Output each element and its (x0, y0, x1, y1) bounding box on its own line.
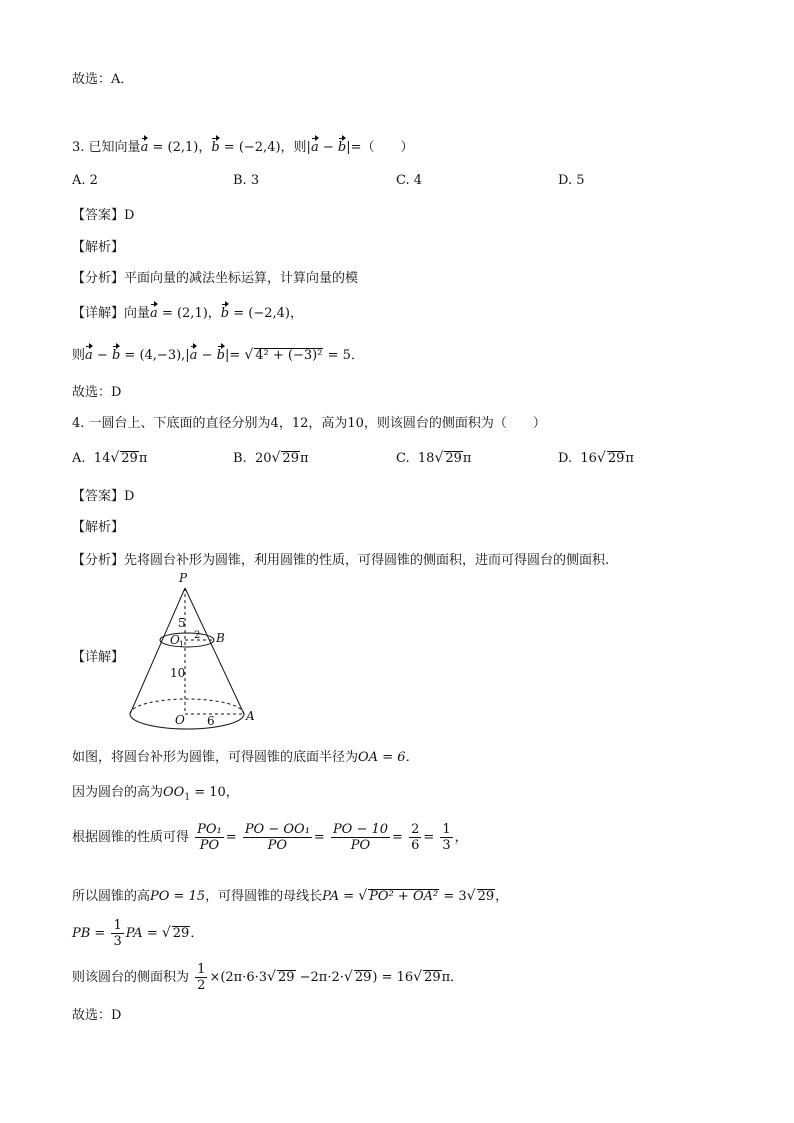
answer-tag: 【答案】 (72, 208, 125, 223)
q3-detail: 【详解】向量a = (2,1)，b = (−2,4)， (72, 306, 304, 321)
q3-option-c: C. 4 (396, 173, 423, 188)
q4-step-2: 因为圆台的高为$OO_1 = 10$， (72, 785, 239, 803)
q4-option-c: C. 18√ 29π (396, 450, 472, 466)
cone-base-back (130, 699, 244, 714)
label-10: 10 (170, 666, 186, 680)
q4-analysis-tag: 【解析】 (72, 520, 125, 535)
cone-figure (120, 570, 270, 730)
q4-detail-tag: 【详解】 (72, 650, 125, 665)
label-O1: O (170, 633, 180, 647)
label-B: B (216, 631, 225, 645)
q3-stem-text-c: |=（ ） (346, 140, 414, 155)
q3-analysis-tag: 【解析】 (72, 240, 125, 255)
q3-conclusion: 故选：D (72, 385, 122, 400)
label-2: 2 (194, 630, 201, 641)
q4-option-d: D. 16√ 29π (558, 450, 634, 466)
q3-option-d: D. 5 (558, 173, 585, 188)
q3-option-a: A. 2 (72, 173, 98, 188)
answer-value: D (124, 208, 135, 223)
q3-calc: 则a − b = (4,−3),|a − b|= √ 4² + (−3)² = 5． (72, 347, 364, 363)
vector-b: b (337, 140, 347, 155)
q4-fenxi: 【分析】先将圆台补形为圆锥，利用圆锥的性质，可得圆锥的侧面积，进而可得圆台的侧面积. (72, 553, 610, 568)
cone-right-generatrix (185, 588, 244, 714)
q3-answer (72, 204, 134, 223)
label-5: 5 (178, 616, 186, 630)
q4-step-5: PB = $\frac{1}{3}$ PA = √ 29． (72, 918, 204, 949)
vector-b: b (211, 140, 220, 155)
cone-left-generatrix (130, 588, 185, 714)
vector-a: a (310, 140, 319, 155)
label-A: A (246, 709, 255, 723)
q3-option-b: B. 3 (233, 173, 260, 188)
label-O: O (175, 713, 185, 727)
q4-conclusion: 故选：D (72, 1008, 122, 1023)
label-6: 6 (207, 714, 215, 728)
q4-option-b: B. 20√ 29π (233, 450, 309, 466)
cone-base-front (130, 714, 244, 729)
q4-answer: 【答案】D (72, 489, 135, 504)
q3-vec-b-value: = (−2,4) (223, 140, 281, 155)
label-P: P (179, 571, 188, 585)
vector-a: a (140, 140, 149, 155)
q3-number: 3. (72, 140, 85, 155)
q4-step-6: 则该圆台的侧面积为 $\frac{1}{2}$ ×(2π·6·3√ 29 −2π·2·√ 29) = 16√ 29π． (72, 962, 464, 993)
q4-number: 4. (72, 416, 85, 431)
q4-stem: 4. 一圆台上、下底面的直径分别为4，12，高为10，则该圆台的侧面积为（ ） (72, 416, 546, 431)
q4-option-a: A. 14√ 29π (72, 450, 148, 466)
prev-conclusion: 故选：A． (72, 72, 134, 87)
q4-step-3: 根据圆锥的性质可得 $\frac{\text{PO₁}}{PO}$ = $\frac{\text{PO − OO₁}}{PO}$ = $\frac{PO - 10}{PO}$ = $\frac{2}{6}$ = $\frac{1}{3}$ ， (72, 822, 468, 853)
q3-stem: 3. 已知向量a = (2,1)，b = (−2,4)，则|a − b|=（ ） (72, 140, 414, 155)
q3-stem-text-b: ，则| (280, 140, 311, 155)
q3-vec-a-value: = (2,1) (152, 140, 199, 155)
label-O1-sub: 1 (179, 640, 185, 649)
q4-step-4: 所以圆锥的高PO = 15，可得圆锥的母线长PA = √ PO² + OA² = 3√ 29， (72, 888, 509, 904)
q3-fenxi: 【分析】平面向量的减法坐标运算，计算向量的模 (72, 271, 359, 286)
sqrt-radicand: 4² + (−3)² (255, 348, 323, 363)
q3-stem-text: 已知向量 (88, 140, 141, 155)
q4-step-1: 如图，将圆台补形为圆锥，可得圆锥的底面半径为OA = 6． (72, 750, 419, 765)
